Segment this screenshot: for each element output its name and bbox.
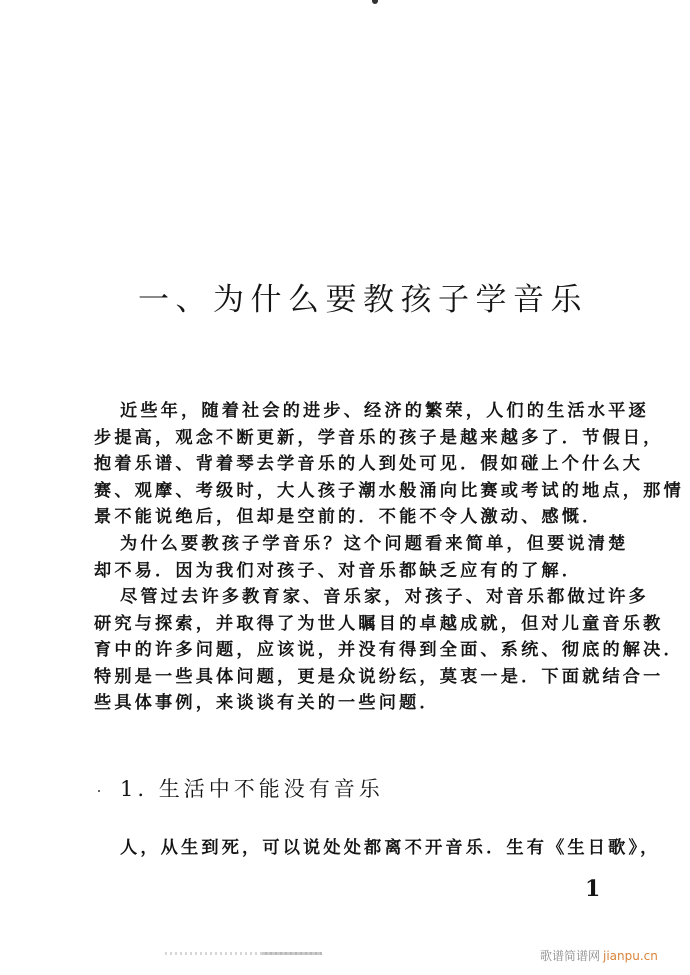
text-line: 却不易．因为我们对孩子、对音乐都缺乏应有的了解． bbox=[94, 560, 583, 581]
text-line: 景不能说绝后，但却是空前的．不能不令人激动、感慨． bbox=[94, 507, 603, 528]
text-line: 为什么要教孩子学音乐？这个问题看来简单，但要说清楚 bbox=[120, 534, 629, 554]
text-line: 特别是一些具体问题，更是众说纷纭，莫衷一是．下面就结合一 bbox=[94, 666, 664, 687]
text-line: 近些年，随着社会的进步、经济的繁荣，人们的生活水平逐 bbox=[120, 401, 649, 421]
watermark bbox=[540, 947, 658, 964]
watermark-url: jianpu.cn bbox=[603, 949, 658, 963]
text-line: 育中的许多问题，应该说，并没有得到全面、系统、彻底的解决． bbox=[94, 640, 684, 661]
text-line: 些具体事例，来谈谈有关的一些问题． bbox=[94, 693, 440, 714]
scan-artifact bbox=[262, 952, 322, 955]
text-line: 尽管过去许多教育家、音乐家，对孩子、对音乐都做过许多 bbox=[120, 587, 649, 607]
scan-artifact bbox=[98, 790, 100, 792]
text-line: 人，从生到死，可以说处处都离不开音乐．生有《生日歌》， bbox=[120, 838, 661, 858]
text-line: 步提高，观念不断更新，学音乐的孩子是越来越多了．节假日， bbox=[94, 427, 664, 448]
paragraph-2 bbox=[94, 531, 629, 584]
page-number: 1 bbox=[585, 876, 601, 902]
scan-artifact bbox=[372, 0, 378, 4]
paragraph-3 bbox=[94, 584, 684, 717]
text-line: 赛、观摩、考级时，大人孩子潮水般涌向比赛或考试的地点，那情 bbox=[94, 480, 684, 501]
chapter-title: 一、为什么要教孩子学音乐 bbox=[138, 282, 588, 318]
text-line: 研究与探索，并取得了为世人瞩目的卓越成就，但对儿童音乐教 bbox=[94, 613, 664, 634]
section-heading: 1. 生活中不能没有音乐 bbox=[120, 777, 384, 801]
text-line: 抱着乐谱、背着琴去学音乐的人到处可见．假如碰上个什么大 bbox=[94, 454, 644, 475]
watermark-site-name: 歌谱简谱网 bbox=[540, 949, 601, 963]
paragraph-1 bbox=[94, 398, 684, 531]
